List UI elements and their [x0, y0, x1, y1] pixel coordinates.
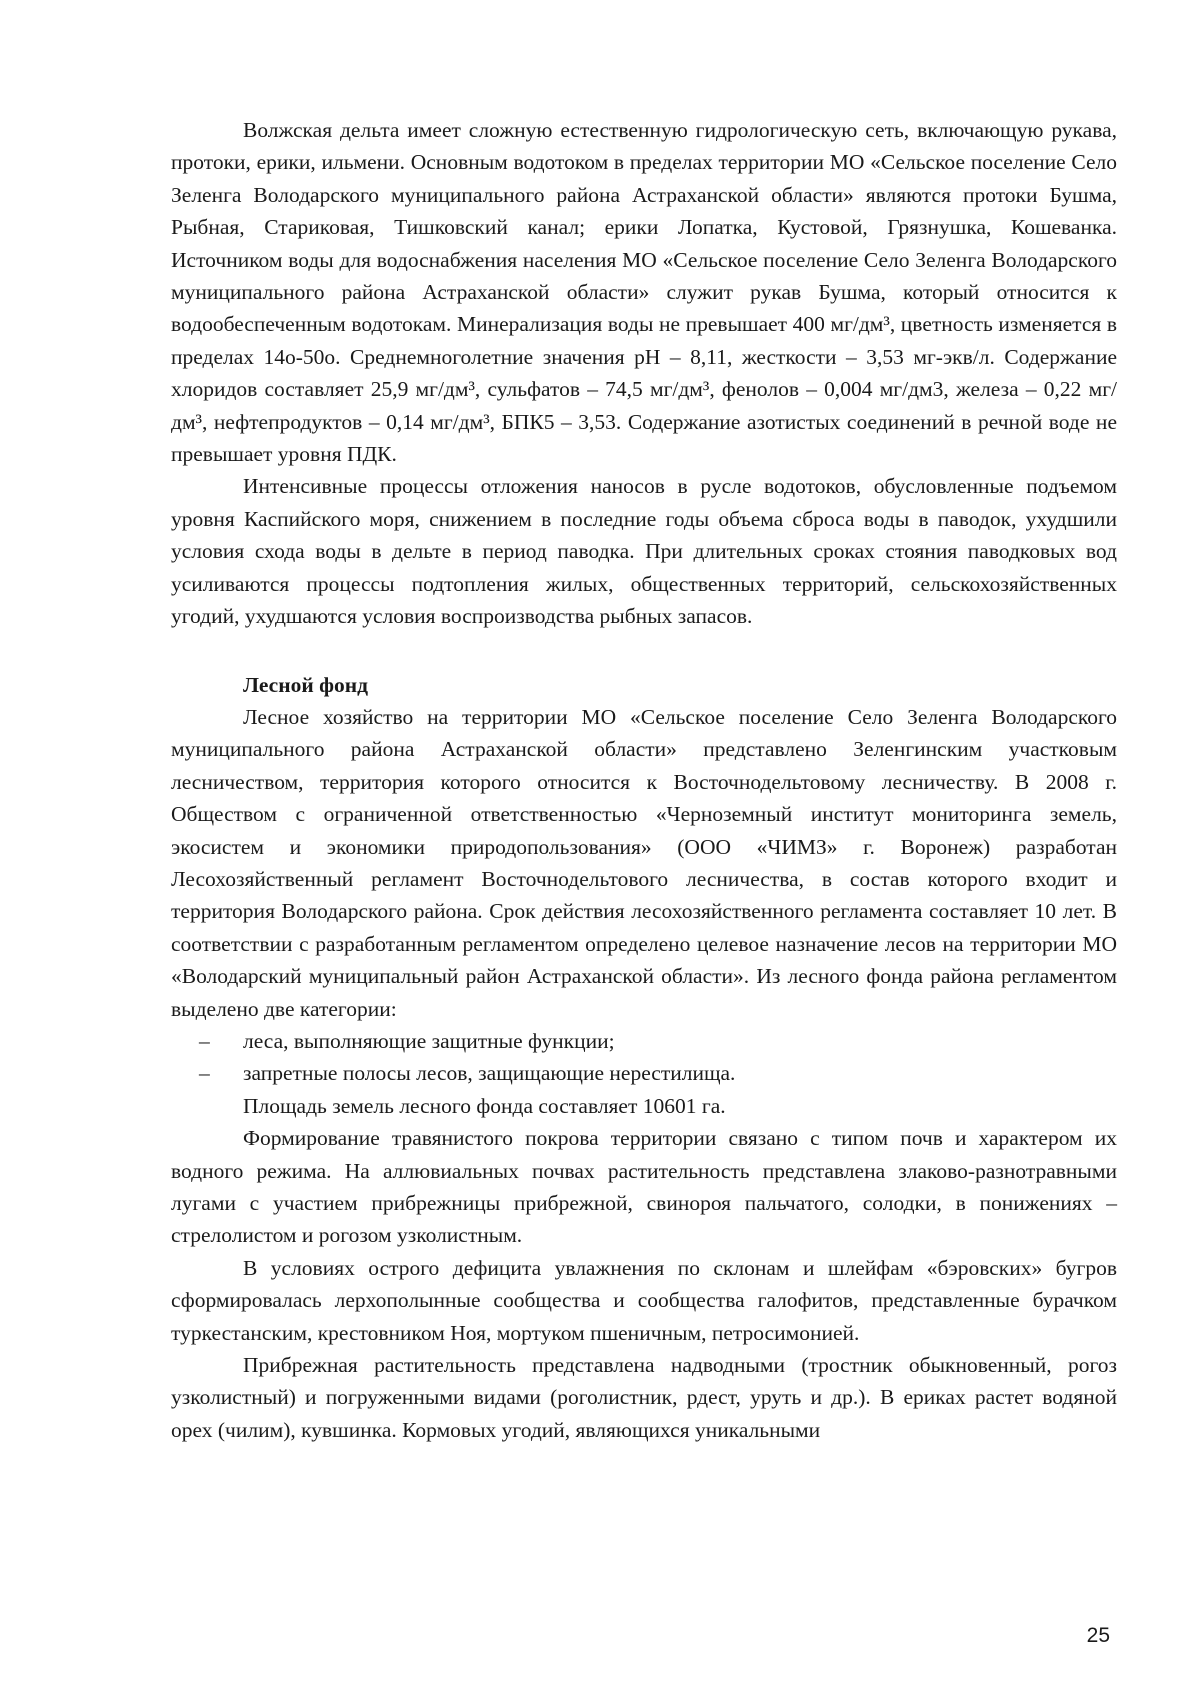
list-item [171, 1057, 1117, 1089]
list-item [171, 1025, 1117, 1057]
list-dash: – [199, 1028, 210, 1053]
paragraph-forestry: Лесное хозяйство на территории МО «Сельское поселение Село Зеленга Володарского муниципального района Астраханской области» представлено Зеленгинским участковым лесничеством, территория которого относится к Восточнодельтовому лесничеству. В 2008 г. Обществом с ограниченной ответственностью «Черноземный институт мониторинга земель, экосистем и экономики природопользования» (ООО «ЧИМЗ» г. Воронеж) разработан Лесохозяйственный регламент Восточнодельтового лесничества, в состав которого входит и территория Володарского района. Срок действия лесохозяйственного регламента составляет 10 лет. В соответствии с разработанным регламентом определено целевое назначение лесов на территории МО «Володарский муниципальный район Астраханской области». Из лесного фонда района регламентом выделено две категории: [171, 704, 1117, 1021]
list-item-text: запретные полосы лесов, защищающие нерестилища. [243, 1061, 736, 1086]
list-item-text: леса, выполняющие защитные функции; [243, 1028, 615, 1053]
list-dash: – [199, 1061, 210, 1086]
paragraph-halophytes: В условиях острого дефицита увлажнения по склонам и шлейфам «бэровских» бугров сформировалась лерхополынные сообщества и сообщества галофитов, представленные бурачком туркестанским, крестовником Ноя, мортуком пшеничным, петросимонией. [171, 1255, 1117, 1345]
forest-categories-list [171, 1025, 1117, 1090]
paragraph-forest-area: Площадь земель лесного фонда составляет 10601 га. [243, 1093, 726, 1118]
paragraph-volga-delta-hydrology: Волжская дельта имеет сложную естественную гидрологическую сеть, включающую рукава, протоки, ерики, ильмени. Основным водотоком в пределах территории МО «Сельское поселение Село Зеленга Володарского муниципального района Астраханской области» являются протоки Бушма, Рыбная, Стариковая, Тишковский канал; ерики Лопатка, Кустовой, Грязнушка, Кошеванка. Источником воды для водоснабжения населения МО «Сельское поселение Село Зеленга Володарского муниципального района Астраханской области» служит рукав Бушма, который относится к водообеспеченным водотокам. Минерализация воды не превышает 400 мг/дм³, цветность изменяется в пределах 14о-50о. Среднемноголетние значения pH – 8,11, жесткости – 3,53 мг-экв/л. Содержание хлоридов составляет 25,9 мг/дм³, сульфатов – 74,5 мг/дм³, фенолов – 0,004 мг/дм3, железа – 0,22 мг/дм³, нефтепродуктов – 0,14 мг/дм³, БПК5 – 3,53. Содержание азотистых соединений в речной воде не превышает уровня ПДК. [171, 118, 1117, 467]
paragraph-sediment-deposition: Интенсивные процессы отложения наносов в русле водотоков, обусловленные подъемом уровня Каспийского моря, снижением в последние годы объема сброса воды в паводок, ухудшили условия схода воды в дельте в период паводка. При длительных сроках стояния паводковых вод усиливаются процессы подтопления жилых, общественных территорий, сельскохозяйственных угодий, ухудшаются условия воспроизводства рыбных запасов. [171, 474, 1117, 629]
page-content [171, 114, 1117, 1446]
paragraph-grass-cover: Формирование травянистого покрова территории связано с типом почв и характером их водного режима. На аллювиальных почвах растительность представлена злаково-разнотравными лугами с участием прибрежницы прибрежной, свинороя пальчатого, солодки, в понижениях – стрелолистом и рогозом узколистным. [171, 1126, 1117, 1248]
page-number: 25 [1086, 1624, 1110, 1647]
section-heading-forest-fund: Лесной фонд [243, 672, 369, 697]
paragraph-coastal-vegetation: Прибрежная растительность представлена надводными (тростник обыкновенный, рогоз узколистный) и погруженными видами (роголистник, рдест, уруть и др.). В ериках растет водяной орех (чилим), кувшинка. Кормовых угодий, являющихся уникальными [171, 1353, 1117, 1442]
